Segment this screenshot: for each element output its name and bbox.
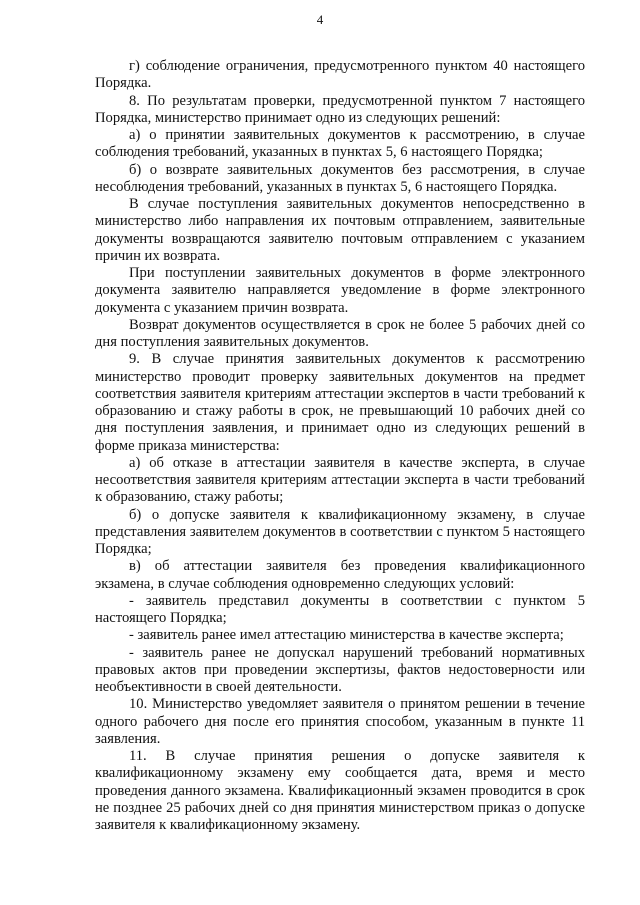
paragraph-9v-condition-3: - заявитель ранее не допускал нарушений требований нормативных правовых актов при проведении экспертизы, фактов недостоверности или необъективности в своей деятельности. <box>95 644 585 695</box>
paragraph-9: 9. В случае принятия заявительных документов к рассмотрению министерство проводит проверку заявительных документов на предмет соответствия заявителя критериям аттестации экспертов в части требований к образованию и стажу работы в срок, не превышающий 10 рабочих дней со дня поступления заявления, и принимает одно из следующих решений в форме приказа министерства: <box>95 351 585 454</box>
paragraph-return-electronic: При поступлении заявительных документов в форме электронного документа заявителю направляется уведомление в форме электронного документа с указанием причин возврата. <box>95 265 585 316</box>
paragraph-9a: а) об отказе в аттестации заявителя в качестве эксперта, в случае несоответствия заявителя критериям аттестации эксперта в части требований к образованию, стажу работы; <box>95 454 585 506</box>
page-number: 4 <box>316 12 324 27</box>
paragraph-4g: г) соблюдение ограничения, предусмотренного пунктом 40 настоящего Порядка. <box>95 58 585 92</box>
paragraph-return-post: В случае поступления заявительных документов непосредственно в министерство либо направления их почтовым отправлением, заявительные документы возвращаются заявителю почтовым отправлением с указанием причин их возврата. <box>95 196 585 264</box>
paragraph-9v: в) об аттестации заявителя без проведения квалификационного экзамена, в случае соблюдения одновременно следующих условий: <box>95 558 585 592</box>
paragraph-return-term: Возврат документов осуществляется в срок не более 5 рабочих дней со дня поступления заявительных документов. <box>95 316 585 350</box>
paragraph-9v-condition-1: - заявитель представил документы в соответствии с пунктом 5 настоящего Порядка; <box>95 592 585 626</box>
document-body <box>95 58 585 834</box>
paragraph-9v-condition-2: - заявитель ранее имел аттестацию министерства в качестве эксперта; <box>129 627 564 644</box>
paragraph-8a: а) о принятии заявительных документов к рассмотрению, в случае соблюдения требований, указанных в пунктах 5, 6 настоящего Порядка; <box>95 127 585 161</box>
paragraph-10: 10. Министерство уведомляет заявителя о принятом решении в течение одного рабочего дня после его принятия способом, указанным в пункте 11 заявления. <box>95 696 585 747</box>
paragraph-11: 11. В случае принятия решения о допуске заявителя к квалификационному экзамену ему сообщается дата, время и место проведения данного экзамена. Квалификационный экзамен проводится в срок не позднее 25 рабочих дней со дня принятия министерством приказ о допуске заявителя к квалификационному экзамену. <box>95 748 585 833</box>
paragraph-8b: б) о возврате заявительных документов без рассмотрения, в случае несоблюдения требований, указанных в пунктах 5, 6 настоящего Порядка. <box>95 161 585 195</box>
paragraph-9b: б) о допуске заявителя к квалификационному экзамену, в случае представления заявителем документов в соответствии с пунктом 5 настоящего Порядка; <box>95 506 585 557</box>
paragraph-8: 8. По результатам проверки, предусмотренной пунктом 7 настоящего Порядка, министерство принимает одно из следующих решений: <box>95 92 585 126</box>
